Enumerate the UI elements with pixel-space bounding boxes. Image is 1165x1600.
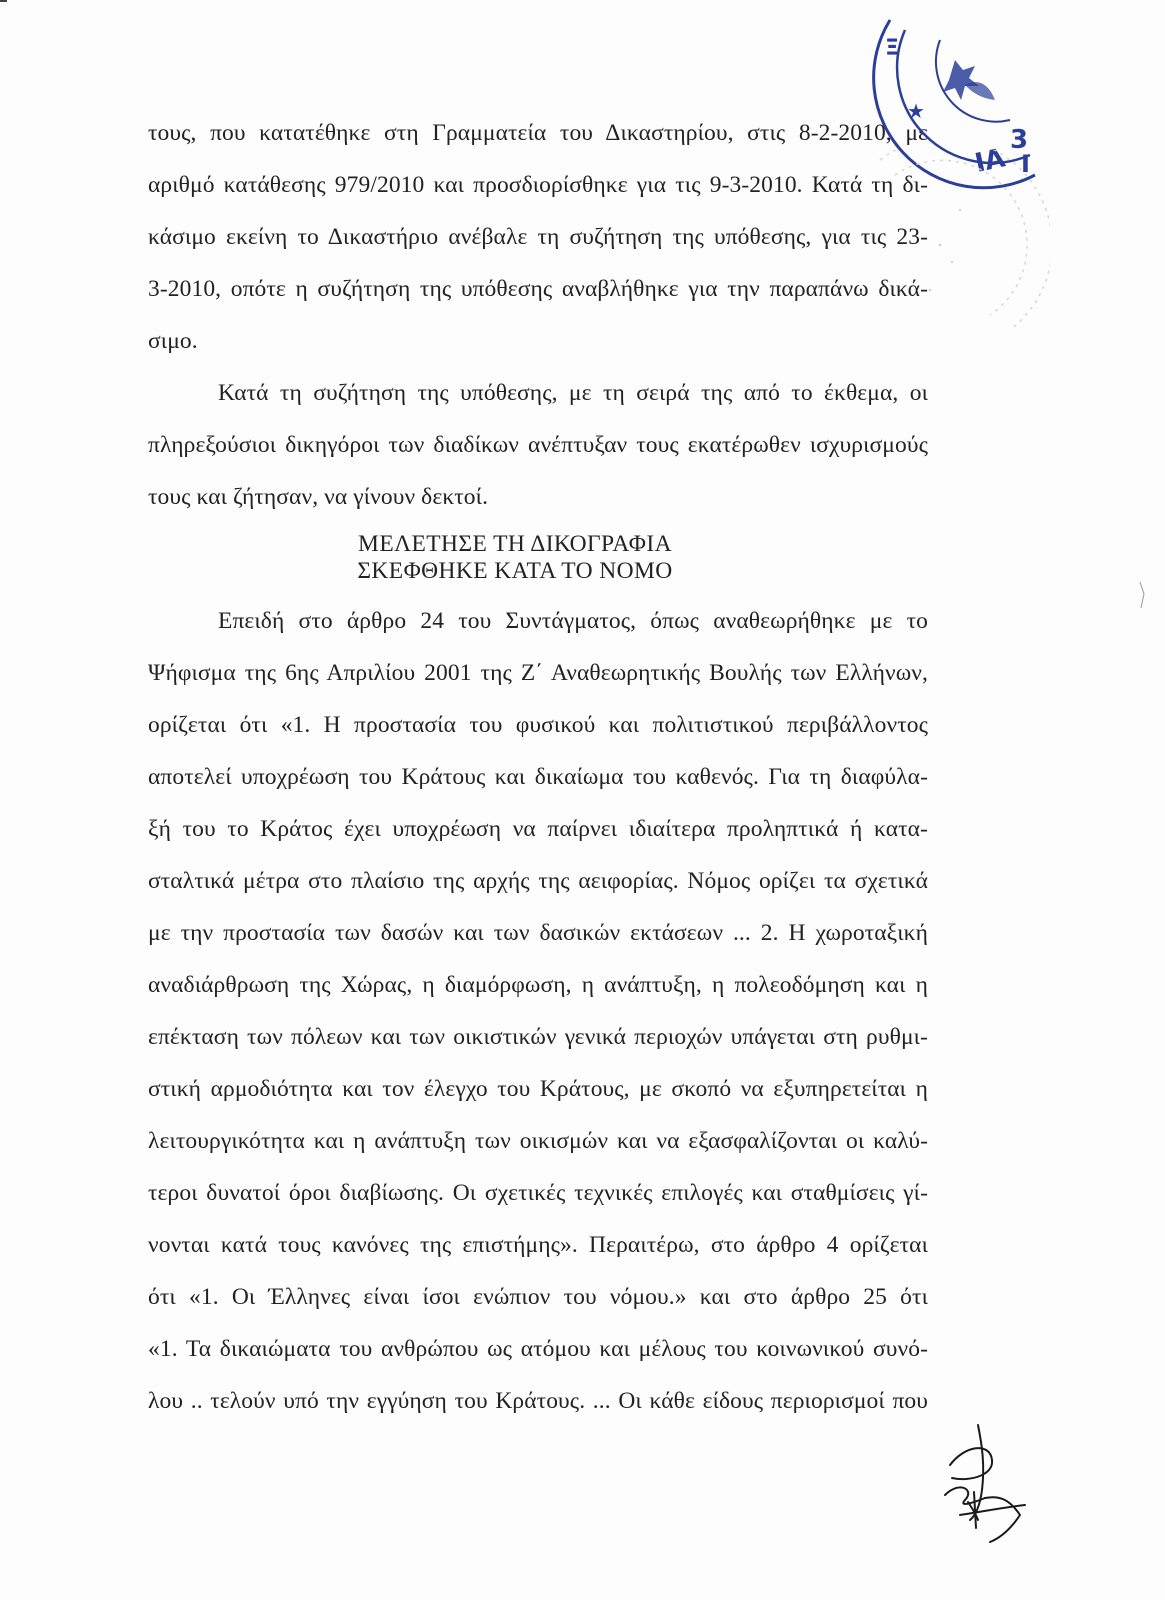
text-line: λειτουργικότητα και η ανάπτυξη των οικισμών και να εξασφαλίζονται οι καλύ- bbox=[148, 1128, 928, 1154]
text-line: Επειδή στο άρθρο 24 του Συντάγματος, όπως αναθεωρήθηκε με το bbox=[218, 608, 928, 634]
stamp-fragment: ΙΑ bbox=[972, 143, 1008, 179]
faint-seal-icon bbox=[860, 150, 1050, 370]
stamp-fragment: 3 bbox=[1010, 125, 1029, 155]
text-line: ορίζεται ότι «1. Η προστασία του φυσικού και πολιτιστικού περιβάλλοντος bbox=[148, 712, 928, 738]
text-line: τους και ζήτησαν, να γίνουν δεκτοί. bbox=[148, 484, 489, 510]
section-heading-line-1: ΜΕΛΕΤΗΣΕ ΤΗ ΔΙΚΟΓΡΑΦΙΑ bbox=[358, 531, 672, 557]
text-line: «1. Τα δικαιώματα του ανθρώπου ως ατόμου και μέλους του κοινωνικού συνό- bbox=[148, 1336, 928, 1362]
text-line: πληρεξούσιοι δικηγόροι των διαδίκων ανέπτυξαν τους εκατέρωθεν ισχυρισμούς bbox=[148, 432, 928, 458]
text-line: Ψήφισμα της 6ης Απριλίου 2001 της Ζ΄ Αναθεωρητικής Βουλής των Ελλήνων, bbox=[148, 660, 928, 686]
text-line: νονται κατά τους κανόνες της επιστήμης». Περαιτέρω, στο άρθρο 4 ορίζεται bbox=[148, 1232, 928, 1258]
text-line: επέκταση των πόλεων και των οικιστικών γενικά περιοχών υπάγεται στη ρυθμι- bbox=[148, 1024, 928, 1050]
text-line: στική αρμοδιότητα και τον έλεγχο του Κράτους, με σκοπό να εξυπηρετείται η bbox=[148, 1076, 928, 1102]
text-line: τους, που κατατέθηκε στη Γραμματεία του Δικαστηρίου, στις 8-2-2010, με bbox=[148, 120, 928, 146]
edge-mark-icon bbox=[1138, 580, 1146, 610]
stamp-star: ★ bbox=[907, 99, 925, 123]
text-line: 3-2010, οπότε η συζήτηση της υπόθεσης αναβλήθηκε για την παραπάνω δικά- bbox=[148, 276, 928, 302]
text-line: ότι «1. Οι Έλληνες είναι ίσοι ενώπιον του νόμου.» και στο άρθρο 25 ότι bbox=[148, 1284, 928, 1310]
stamp-fragment: Ι bbox=[1021, 150, 1030, 178]
stamp-mark: Ξ bbox=[885, 36, 899, 61]
text-line: σιμο. bbox=[148, 328, 198, 354]
text-line: αριθμό κατάθεσης 979/2010 και προσδιορίσθηκε για τις 9-3-2010. Κατά τη δι- bbox=[148, 172, 928, 198]
stamp-emblem bbox=[943, 60, 995, 100]
text-line: Κατά τη συζήτηση της υπόθεσης, με τη σειρά της από το έκθεμα, οι bbox=[218, 380, 928, 406]
text-line: τεροι δυνατοί όροι διαβίωσης. Οι σχετικές τεχνικές επιλογές και σταθμίσεις γί- bbox=[148, 1180, 928, 1206]
text-line: αποτελεί υποχρέωση του Κράτους και δικαίωμα του καθενός. Για τη διαφύλα- bbox=[148, 764, 928, 790]
scan-edge-mark bbox=[0, 0, 7, 2]
text-line: αναδιάρθρωση της Χώρας, η διαμόρφωση, η ανάπτυξη, η πολεοδόμηση και η bbox=[148, 972, 928, 998]
text-line: ξή του το Κράτος έχει υποχρέωση να παίρνει ιδιαίτερα προληπτικά ή κατα- bbox=[148, 816, 928, 842]
text-line: λου .. τελούν υπό την εγγύηση του Κράτους. ... Οι κάθε είδους περιορισμοί που bbox=[148, 1388, 928, 1414]
section-heading-line-2: ΣΚΕΦΘΗΚΕ ΚΑΤΑ ΤΟ ΝΟΜΟ bbox=[357, 558, 673, 584]
signature-icon bbox=[930, 1420, 1040, 1550]
text-line: με την προστασία των δασών και των δασικών εκτάσεων ... 2. Η χωροταξική bbox=[148, 920, 928, 946]
text-line: κάσιμο εκείνη το Δικαστήριο ανέβαλε τη συζήτηση της υπόθεσης, για τις 23- bbox=[148, 224, 928, 250]
text-line: σταλτικά μέτρα στο πλαίσιο της αρχής της αειφορίας. Νόμος ορίζει τα σχετικά bbox=[148, 868, 928, 894]
